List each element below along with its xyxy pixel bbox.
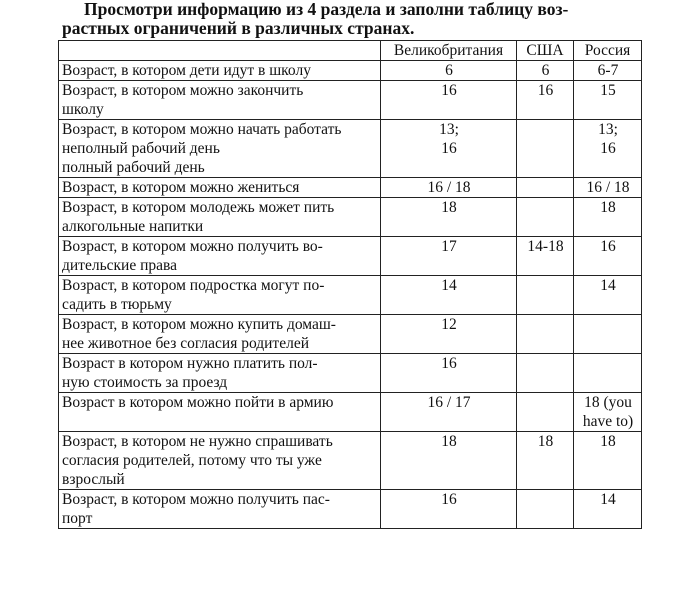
cell-uk xyxy=(381,178,517,198)
row-label-line: Возраст в котором можно пойти в армию xyxy=(62,394,334,411)
table-row xyxy=(59,354,642,393)
cell-uk xyxy=(381,81,517,120)
cell-uk xyxy=(381,432,517,490)
cell-value: 16 xyxy=(600,238,616,255)
cell-uk xyxy=(381,61,517,81)
table-header-row xyxy=(59,41,642,61)
cell-uk xyxy=(381,315,517,354)
cell-russia xyxy=(574,178,642,198)
cell-usa xyxy=(517,178,574,198)
cell-uk xyxy=(381,490,517,529)
cell-value: 12 xyxy=(441,316,457,333)
header-usa: США xyxy=(517,41,574,61)
row-label xyxy=(59,81,381,120)
cell-value: 16 / 18 xyxy=(586,179,630,196)
row-label-line: порт xyxy=(62,510,93,527)
row-label-line: неполный рабочий день xyxy=(62,140,220,157)
table-row xyxy=(59,120,642,178)
cell-value: have to) xyxy=(582,413,634,430)
cell-value: 16 xyxy=(441,491,457,508)
heading-line-1: Просмотри информацию из 4 раздела и заполни таблицу воз- xyxy=(84,0,569,19)
row-label-line: Возраст, в котором можно получить пас- xyxy=(62,491,330,508)
cell-russia xyxy=(574,315,642,354)
cell-value: 16 / 17 xyxy=(427,394,471,411)
cell-value: 14 xyxy=(600,277,616,294)
table-row xyxy=(59,432,642,490)
cell-value: 6 xyxy=(541,62,550,79)
row-label-line: Возраст, в котором можно купить домаш- xyxy=(62,316,336,333)
cell-usa xyxy=(517,490,574,529)
table-row xyxy=(59,315,642,354)
row-label-line: Возраст в котором нужно платить пол- xyxy=(62,355,318,372)
table-row xyxy=(59,178,642,198)
cell-russia xyxy=(574,237,642,276)
cell-value: 6-7 xyxy=(597,62,619,79)
row-label-line: Возраст, в котором не нужно спрашивать xyxy=(62,433,333,450)
cell-russia xyxy=(574,432,642,490)
row-label xyxy=(59,120,381,178)
row-label xyxy=(59,276,381,315)
row-label xyxy=(59,393,381,432)
cell-russia xyxy=(574,198,642,237)
cell-russia xyxy=(574,490,642,529)
cell-usa xyxy=(517,315,574,354)
cell-usa xyxy=(517,432,574,490)
row-label-line: взрослый xyxy=(62,471,125,488)
cell-usa xyxy=(517,276,574,315)
cell-value: 18 xyxy=(600,199,616,216)
table-row xyxy=(59,393,642,432)
cell-value: 16 xyxy=(600,140,616,157)
cell-value: 15 xyxy=(600,82,616,99)
cell-value: 18 xyxy=(600,433,616,450)
table-row xyxy=(59,490,642,529)
heading-line-2: растных ограничений в различных странах. xyxy=(62,18,415,38)
age-restrictions-table xyxy=(58,40,642,529)
row-label-line: Возраст, в котором молодежь может пить xyxy=(62,199,335,216)
cell-usa xyxy=(517,237,574,276)
row-label-line: дительские права xyxy=(62,257,178,274)
cell-uk xyxy=(381,354,517,393)
cell-russia xyxy=(574,393,642,432)
row-label-line: школу xyxy=(62,101,104,118)
row-label xyxy=(59,178,381,198)
row-label xyxy=(59,354,381,393)
row-label-line: Возраст, в котором дети идут в школу xyxy=(62,62,311,79)
cell-russia xyxy=(574,81,642,120)
cell-usa xyxy=(517,120,574,178)
header-uk: Великобритания xyxy=(381,41,517,61)
row-label xyxy=(59,432,381,490)
table-row xyxy=(59,237,642,276)
cell-uk xyxy=(381,237,517,276)
cell-usa xyxy=(517,61,574,81)
cell-value: 13; xyxy=(439,121,459,138)
row-label-line: Возраст, в котором можно начать работать xyxy=(62,121,342,138)
cell-value: 16 xyxy=(441,82,457,99)
cell-value: 14 xyxy=(441,277,457,294)
cell-value: 18 xyxy=(441,199,457,216)
cell-value: 16 / 18 xyxy=(427,179,471,196)
cell-russia xyxy=(574,120,642,178)
cell-usa xyxy=(517,81,574,120)
table-row xyxy=(59,61,642,81)
cell-value: 17 xyxy=(441,238,457,255)
table-row xyxy=(59,81,642,120)
row-label-line: согласия родителей, потому что ты уже xyxy=(62,452,322,469)
header-label-empty xyxy=(59,41,381,61)
cell-value: 6 xyxy=(445,62,453,79)
cell-russia xyxy=(574,276,642,315)
cell-value: 16 xyxy=(441,140,457,157)
table-row xyxy=(59,276,642,315)
cell-value: 13; xyxy=(598,121,618,138)
cell-russia xyxy=(574,61,642,81)
cell-value: 14-18 xyxy=(527,238,564,255)
row-label-line: садить в тюрьму xyxy=(62,296,172,313)
cell-value: 18 (you xyxy=(584,394,632,411)
cell-uk xyxy=(381,276,517,315)
row-label-line: полный рабочий день xyxy=(62,159,205,176)
cell-russia xyxy=(574,354,642,393)
row-label-line: Возраст, в котором можно закончить xyxy=(62,82,304,99)
cell-usa xyxy=(517,354,574,393)
row-label xyxy=(59,198,381,237)
row-label-line: Возраст, в котором подростка могут по- xyxy=(62,277,325,294)
cell-uk xyxy=(381,198,517,237)
row-label xyxy=(59,237,381,276)
cell-value: 16 xyxy=(441,355,457,372)
cell-value: 18 xyxy=(537,433,554,450)
cell-value: 16 xyxy=(537,82,554,99)
cell-usa xyxy=(517,198,574,237)
row-label xyxy=(59,61,381,81)
cell-value: 18 xyxy=(441,433,457,450)
header-russia: Россия xyxy=(574,41,642,61)
cell-uk xyxy=(381,120,517,178)
row-label xyxy=(59,490,381,529)
row-label-line: нее животное без согласия родителей xyxy=(62,335,309,352)
row-label-line: ную стоимость за проезд xyxy=(62,374,228,391)
page-heading xyxy=(62,0,642,38)
table-row xyxy=(59,198,642,237)
cell-uk xyxy=(381,393,517,432)
row-label-line: Возраст, в котором можно получить во- xyxy=(62,238,323,255)
cell-value: 14 xyxy=(600,491,616,508)
row-label-line: Возраст, в котором можно жениться xyxy=(62,179,300,196)
row-label xyxy=(59,315,381,354)
cell-usa xyxy=(517,393,574,432)
row-label-line: алкогольные напитки xyxy=(62,218,204,235)
